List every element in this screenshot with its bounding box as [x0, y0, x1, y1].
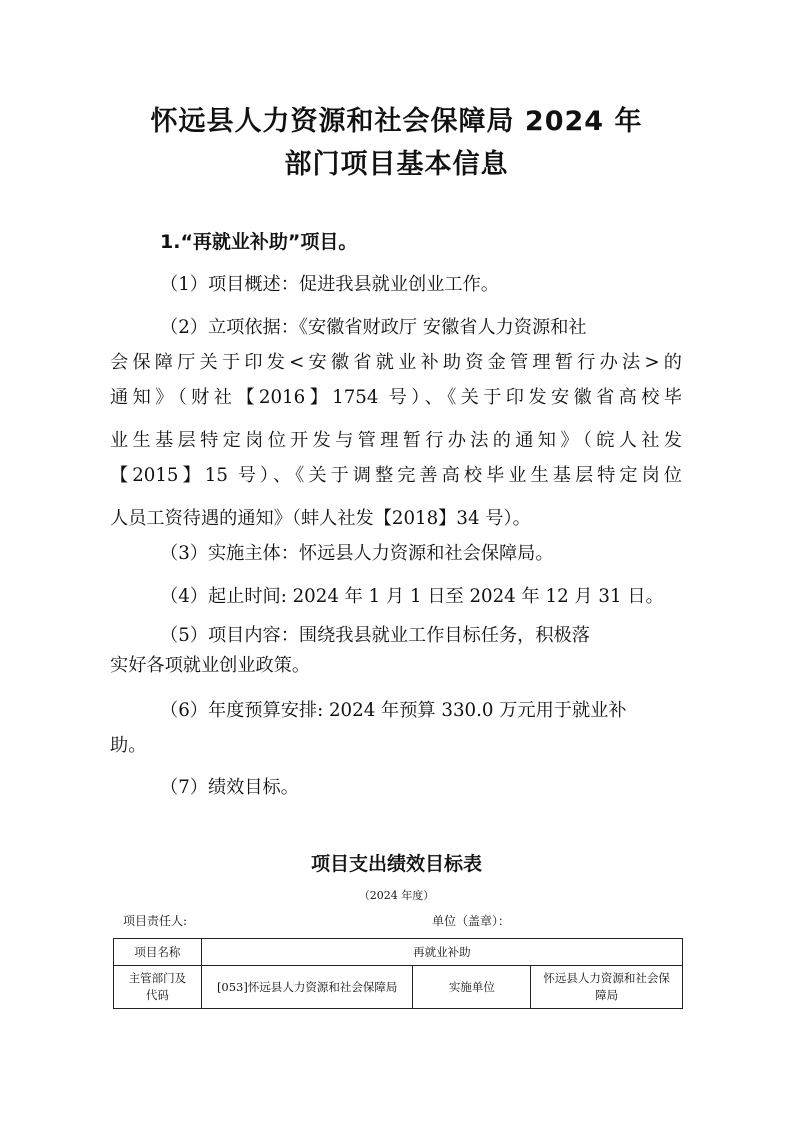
- paragraph-line: （1）项目概述：促进我县就业创业工作。: [160, 274, 499, 295]
- table-year: （2024 年度）: [358, 889, 435, 902]
- paragraph-line: （4）起止时间: 2024 年 1 月 1 日至 2024 年 12 月 31 日。: [160, 586, 664, 607]
- paragraph-line: （3）实施主体：怀远县人力资源和社会保障局。: [160, 543, 554, 564]
- project-name-value: 再就业补助: [201, 939, 682, 966]
- paragraph-line: （7）绩效目标。: [160, 777, 299, 798]
- table-row: [114, 966, 683, 1009]
- paragraph-line: 会保障厅关于印发<安徽省就业补助资金管理暂行办法>的: [110, 352, 682, 373]
- paragraph-line: （5）项目内容：围绕我县就业工作目标任务，积极落: [160, 625, 590, 646]
- performance-target-table: [113, 938, 683, 1009]
- section-heading: 1.“再就业补助”项目。: [160, 231, 358, 253]
- document-title-line2: 部门项目基本信息: [284, 149, 509, 180]
- table-row: [114, 939, 683, 966]
- paragraph-line: 人员工资待遇的通知》（蚌人社发【2018】34 号）。: [110, 508, 531, 529]
- paragraph-line: 业生基层特定岗位开发与管理暂行办法的通知》（皖人社发: [110, 430, 682, 451]
- unit-seal-label: 单位（盖章）：: [432, 914, 511, 928]
- impl-unit-label: 实施单位: [413, 966, 531, 1009]
- dept-code-label-line: 主管部门及: [128, 971, 187, 985]
- paragraph-line: 助。: [110, 735, 147, 756]
- dept-code-label-line: 代码: [145, 988, 169, 1002]
- impl-unit-value: [531, 966, 683, 1009]
- paragraph-line: （2）立项依据：《安徽省财政厅 安徽省人力资源和社: [160, 317, 587, 338]
- dept-code-label: [114, 966, 202, 1009]
- impl-unit-value-line: 障局: [595, 988, 619, 1002]
- responsible-person-label: 项目责任人:: [123, 914, 188, 928]
- project-name-label: 项目名称: [114, 939, 202, 966]
- paragraph-line: （6）年度预算安排: 2024 年预算 330.0 万元用于就业补: [160, 700, 627, 721]
- paragraph-line: 实好各项就业创业政策。: [110, 655, 311, 676]
- table-title: 项目支出绩效目标表: [310, 853, 482, 875]
- impl-unit-value-line: 怀远县人力资源和社会保: [543, 971, 670, 985]
- document-title-line1: 怀远县人力资源和社会保障局 2024 年: [150, 106, 643, 137]
- dept-code-value: [053]怀远县人力资源和社会保障局: [201, 966, 413, 1009]
- paragraph-line: 通知》（财社【2016】1754 号）、《关于印发安徽省高校毕: [110, 387, 682, 408]
- paragraph-line: 【2015】15 号）、《关于调整完善高校毕业生基层特定岗位: [110, 465, 682, 486]
